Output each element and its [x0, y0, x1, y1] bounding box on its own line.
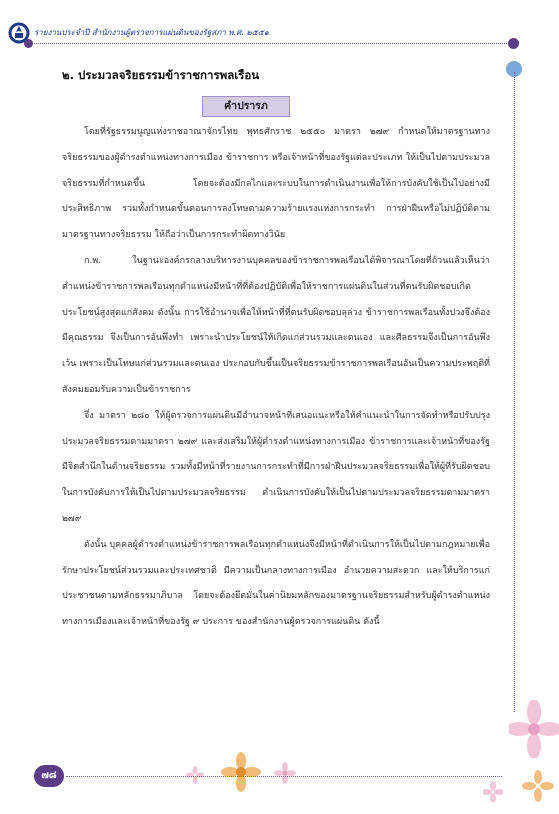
header-dot-right [508, 38, 519, 49]
body-text [62, 120, 490, 636]
flower-icon [522, 770, 554, 802]
header-dot-left [24, 39, 33, 48]
footer-divider [66, 776, 502, 777]
paragraph-4: ดังนั้น บุคคลผู้ดำรงตำแหน่งข้าราชการพลเรือนทุกตำแหน่งจึงมีหน้าที่ดำเนินการให้เป็นไปตามกฎหมายเพื่อรักษาประโยชน์ส่วนรวมและประเทศชาติ มีความเป็นกลางทางการเมือง อำนวยความสะดวก และให้บริการแก่ประชาชนตามหลักธรรมาภิบาล โดยจะต้องยึดมั่นในค่านิยมหลักของมาตรฐานจริยธรรมสำหรับผู้ดำรงตำแหน่งทางการเมืองและเจ้าหน้าที่ของรัฐ ๙ ประการ ของสำนักงานผู้ตรวจการแผ่นดิน ดังนี้ [62, 539, 490, 628]
flower-icon [274, 762, 296, 784]
header-divider [34, 43, 509, 44]
page-number: ๗๘ [34, 765, 64, 787]
section-title: ๒. ประมวลจริยธรรมข้าราชการพลเรือน [62, 68, 260, 82]
flower-icon [221, 752, 261, 792]
flower-icon [186, 766, 204, 784]
paragraph-1: โดยที่รัฐธรรมนูญแห่งราชอาณาจักรไทย พุทธศักราช ๒๕๕๐ มาตรา ๒๗๙ กำหนดให้มาตรฐานทางจริยธรรมของผู้ดำรงตำแหน่งทางการเมือง ข้าราชการ หรือเจ้าหน้าที่ของรัฐแต่ละประเภท ให้เป็นไปตามประมวลจริยธรรมที่กำหนดขึ้น โดยจะต้องมีกลไกและระบบในการดำเนินงานเพื่อให้การบังคับใช้เป็นไปอย่างมีประสิทธิภาพ รวมทั้งกำหนดขั้นตอนการลงโทษตามความร้ายแรงแห่งการกระทำ การฝ่าฝืนหรือไม่ปฏิบัติตามมาตรฐานทางจริยธรรม ให้ถือว่าเป็นการกระทำผิดทางวินัย [62, 127, 490, 241]
paragraph-2: ก.พ. ในฐานะองค์กรกลางบริหารงานบุคคลของข้าราชการพลเรือนได้พิจารณาโดยที่ถ้วนแล้วเห็นว่า ตำแหน่งข้าราชการพลเรือนทุกตำแหน่งมีหน้าที่ที่ต้องปฏิบัติเพื่อให้ราชการแผ่นดินในส่วนที่ตนรับผิดชอบเกิดประโยชน์สูงสุดแก่สังคม ดังนั้น การใช้อำนาจเพื่อให้หน้าที่ที่ตนรับผิดชอบลุล่วง ข้าราชการพลเรือนทั้งปวงจึงต้องมีคุณธรรม จึงเป็นการอันพึงทำ เพราะนำประโยชน์ให้เกิดแก่ส่วนรวมและตนเอง และศีลธรรมจึงเป็นการอันพึงเว้น เพราะเป็นโทษแก่ส่วนรวมและตนเอง ประกอบกับขึ้นเป็นจริยธรรมข้าราชการพลเรือนอันเป็นความประพฤติที่สังคมยอมรับความเป็นข้าราชการ [62, 255, 490, 395]
header-title: รายงานประจำปี สำนักงานผู้ตรวจการแผ่นดินของรัฐสภา พ.ศ. ๒๕๕๑ [34, 28, 269, 37]
preface-title-box: คำปรารภ [202, 96, 290, 117]
paragraph-3: จึ่ง มาตรา ๒๘๐ ให้ผู้ตรวจการแผ่นดินมีอำนาจหน้าที่เสนอแนะหรือให้คำแนะนำในการจัดทำหรือปรับปรุงประมวลจริยธรรมตามมาตรา ๒๗๙ และส่งเสริมให้ผู้ดำรงตำแหน่งทางการเมือง ข้าราชการและเจ้าหน้าที่ของรัฐมีจิตสำนึกในด้านจริยธรรม รวมทั้งมีหน้าที่รายงานการกระทำที่มีการฝ่าฝืนประมวลจริยธรรมเพื่อให้ผู้ที่รับผิดชอบในการบังคับการให้เป็นไปตามประมวลจริยธรรม ดำเนินการบังคับให้เป็นไปตามประมวลจริยธรรมตามมาตรา ๒๗๙ [62, 410, 490, 524]
flower-icon [483, 782, 503, 802]
right-divider [514, 72, 515, 712]
flower-icon [509, 700, 559, 758]
